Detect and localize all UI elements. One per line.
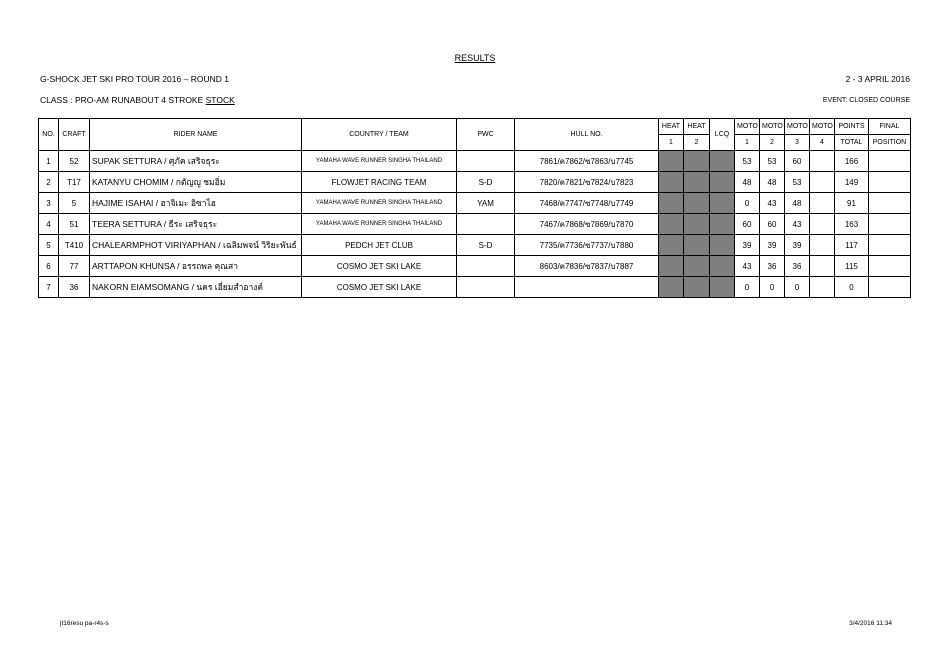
cell-hull: 7735/ค7736/ซ7737/บ7880: [515, 235, 659, 256]
cell-heat2: [684, 256, 710, 277]
col-header-team: COUNTRY / TEAM: [302, 119, 457, 151]
col-header-no: NO.: [39, 119, 59, 151]
col-subheader-final: POSITION: [869, 135, 911, 151]
col-header-heat1: HEAT: [659, 119, 684, 135]
cell-moto1: 43: [735, 256, 760, 277]
cell-moto4: [810, 193, 835, 214]
col-header-moto3: MOTO: [785, 119, 810, 135]
col-header-moto2: MOTO: [760, 119, 785, 135]
cell-moto1: 53: [735, 151, 760, 172]
cell-moto2: 36: [760, 256, 785, 277]
cell-team: YAMAHA WAVE RUNNER SINGHA THAILAND: [302, 214, 457, 235]
cell-rider: ARTTAPON KHUNSA / อรรถพล คุณสา: [90, 256, 302, 277]
cell-no: 7: [39, 277, 59, 298]
cell-pwc: S-D: [457, 172, 515, 193]
cell-final-position: [869, 256, 911, 277]
col-subheader-moto3: 3: [785, 135, 810, 151]
cell-hull: 7861/ค7862/ซ7863/บ7745: [515, 151, 659, 172]
table-row: [39, 214, 911, 235]
col-header-hull: HULL NO.: [515, 119, 659, 151]
cell-points-total: 91: [835, 193, 869, 214]
class-highlight: STOCK: [205, 95, 235, 105]
cell-lcq: [710, 235, 735, 256]
cell-no: 5: [39, 235, 59, 256]
col-header-pwc: PWC: [457, 119, 515, 151]
cell-hull: 8603/ค7836/ซ7837/บ7887: [515, 256, 659, 277]
col-header-moto1: MOTO: [735, 119, 760, 135]
cell-team: PEDCH JET CLUB: [302, 235, 457, 256]
cell-heat1: [659, 235, 684, 256]
cell-heat1: [659, 172, 684, 193]
cell-pwc: [457, 151, 515, 172]
cell-no: 6: [39, 256, 59, 277]
cell-heat2: [684, 172, 710, 193]
header-row: [39, 119, 911, 135]
cell-rider: SUPAK SETTURA / ศุภัค เสริจธุระ: [90, 151, 302, 172]
cell-rider: NAKORN EIAMSOMANG / นคร เอี่ยมสำอางค์: [90, 277, 302, 298]
cell-moto2: 60: [760, 214, 785, 235]
cell-moto2: 43: [760, 193, 785, 214]
cell-team: YAMAHA WAVE RUNNER SINGHA THAILAND: [302, 151, 457, 172]
cell-heat2: [684, 277, 710, 298]
event-dates: 2 - 3 APRIL 2016: [845, 74, 910, 84]
cell-heat2: [684, 214, 710, 235]
cell-lcq: [710, 151, 735, 172]
cell-moto3: 60: [785, 151, 810, 172]
cell-heat1: [659, 256, 684, 277]
cell-team: COSMO JET SKI LAKE: [302, 277, 457, 298]
cell-rider: TEERA SETTURA / ธีระ เสริจธุระ: [90, 214, 302, 235]
cell-moto1: 48: [735, 172, 760, 193]
cell-points-total: 115: [835, 256, 869, 277]
cell-heat1: [659, 214, 684, 235]
cell-craft: 77: [59, 256, 90, 277]
cell-moto3: 48: [785, 193, 810, 214]
cell-hull: [515, 277, 659, 298]
cell-moto2: 0: [760, 277, 785, 298]
cell-heat2: [684, 151, 710, 172]
class-prefix: CLASS : PRO-AM RUNABOUT 4 STROKE: [40, 95, 206, 105]
cell-final-position: [869, 151, 911, 172]
table-row: [39, 172, 911, 193]
cell-hull: 7467/ค7868/ซ7869/บ7870: [515, 214, 659, 235]
cell-team: FLOWJET RACING TEAM: [302, 172, 457, 193]
cell-moto4: [810, 172, 835, 193]
cell-heat2: [684, 193, 710, 214]
cell-rider: HAJIME ISAHAI / ฮาจิเมะ อิซาไฮ: [90, 193, 302, 214]
cell-craft: 52: [59, 151, 90, 172]
col-header-heat2: HEAT: [684, 119, 710, 135]
cell-pwc: [457, 277, 515, 298]
cell-lcq: [710, 172, 735, 193]
cell-rider: KATANYU CHOMIM / กตัญญู ชมอิ่ม: [90, 172, 302, 193]
cell-moto2: 53: [760, 151, 785, 172]
col-header-final: FINAL: [869, 119, 911, 135]
cell-pwc: YAM: [457, 193, 515, 214]
cell-moto3: 36: [785, 256, 810, 277]
cell-pwc: [457, 256, 515, 277]
cell-team: COSMO JET SKI LAKE: [302, 256, 457, 277]
cell-points-total: 163: [835, 214, 869, 235]
cell-lcq: [710, 214, 735, 235]
col-header-lcq: LCQ: [710, 119, 735, 151]
cell-moto4: [810, 256, 835, 277]
cell-moto1: 0: [735, 193, 760, 214]
cell-lcq: [710, 277, 735, 298]
results-table: [38, 118, 911, 298]
col-subheader-moto2: 2: [760, 135, 785, 151]
cell-moto3: 43: [785, 214, 810, 235]
col-subheader-heat1: 1: [659, 135, 684, 151]
cell-no: 1: [39, 151, 59, 172]
cell-heat1: [659, 193, 684, 214]
col-header-moto4: MOTO: [810, 119, 835, 135]
cell-final-position: [869, 277, 911, 298]
cell-heat2: [684, 235, 710, 256]
cell-moto2: 48: [760, 172, 785, 193]
table-row: [39, 277, 911, 298]
table-row: [39, 256, 911, 277]
cell-points-total: 149: [835, 172, 869, 193]
event-type: EVENT: CLOSED COURSE: [822, 97, 910, 104]
cell-moto4: [810, 214, 835, 235]
cell-craft: 5: [59, 193, 90, 214]
cell-team: YAMAHA WAVE RUNNER SINGHA THAILAND: [302, 193, 457, 214]
cell-points-total: 0: [835, 277, 869, 298]
cell-no: 4: [39, 214, 59, 235]
table-row: [39, 193, 911, 214]
results-body: [39, 151, 911, 298]
cell-no: 3: [39, 193, 59, 214]
page-title: RESULTS: [454, 53, 496, 63]
col-subheader-points: TOTAL: [835, 135, 869, 151]
col-header-points: POINTS: [835, 119, 869, 135]
col-header-rider: RIDER NAME: [90, 119, 302, 151]
cell-moto1: 0: [735, 277, 760, 298]
col-header-craft: CRAFT: [59, 119, 90, 151]
cell-craft: 36: [59, 277, 90, 298]
cell-pwc: [457, 214, 515, 235]
cell-moto3: 39: [785, 235, 810, 256]
cell-no: 2: [39, 172, 59, 193]
cell-lcq: [710, 256, 735, 277]
cell-heat1: [659, 277, 684, 298]
cell-heat1: [659, 151, 684, 172]
col-subheader-moto1: 1: [735, 135, 760, 151]
cell-hull: 7820/ค7821/ซ7824/บ7823: [515, 172, 659, 193]
footer-timestamp: 3/4/2016 11:34: [849, 620, 892, 627]
table-row: [39, 151, 911, 172]
cell-moto2: 39: [760, 235, 785, 256]
cell-final-position: [869, 214, 911, 235]
footer-file-code: jt16resu pa-r4s-s: [60, 620, 109, 627]
cell-points-total: 117: [835, 235, 869, 256]
cell-moto1: 39: [735, 235, 760, 256]
cell-final-position: [869, 172, 911, 193]
table-row: [39, 235, 911, 256]
cell-moto4: [810, 235, 835, 256]
cell-moto1: 60: [735, 214, 760, 235]
cell-final-position: [869, 193, 911, 214]
cell-moto3: 53: [785, 172, 810, 193]
tour-name: G-SHOCK JET SKI PRO TOUR 2016 – ROUND 1: [40, 74, 229, 84]
cell-points-total: 166: [835, 151, 869, 172]
cell-craft: T410: [59, 235, 90, 256]
cell-hull: 7468/ค7747/ซ7748/บ7749: [515, 193, 659, 214]
class-line: [40, 95, 235, 105]
cell-final-position: [869, 235, 911, 256]
cell-craft: 51: [59, 214, 90, 235]
cell-moto4: [810, 151, 835, 172]
cell-lcq: [710, 193, 735, 214]
col-subheader-heat2: 2: [684, 135, 710, 151]
col-subheader-moto4: 4: [810, 135, 835, 151]
cell-pwc: S-D: [457, 235, 515, 256]
cell-moto4: [810, 277, 835, 298]
cell-rider: CHALEARMPHOT VIRIYAPHAN / เฉลิมพจน์ วิริยะพันธ์: [90, 235, 302, 256]
cell-craft: T17: [59, 172, 90, 193]
cell-moto3: 0: [785, 277, 810, 298]
